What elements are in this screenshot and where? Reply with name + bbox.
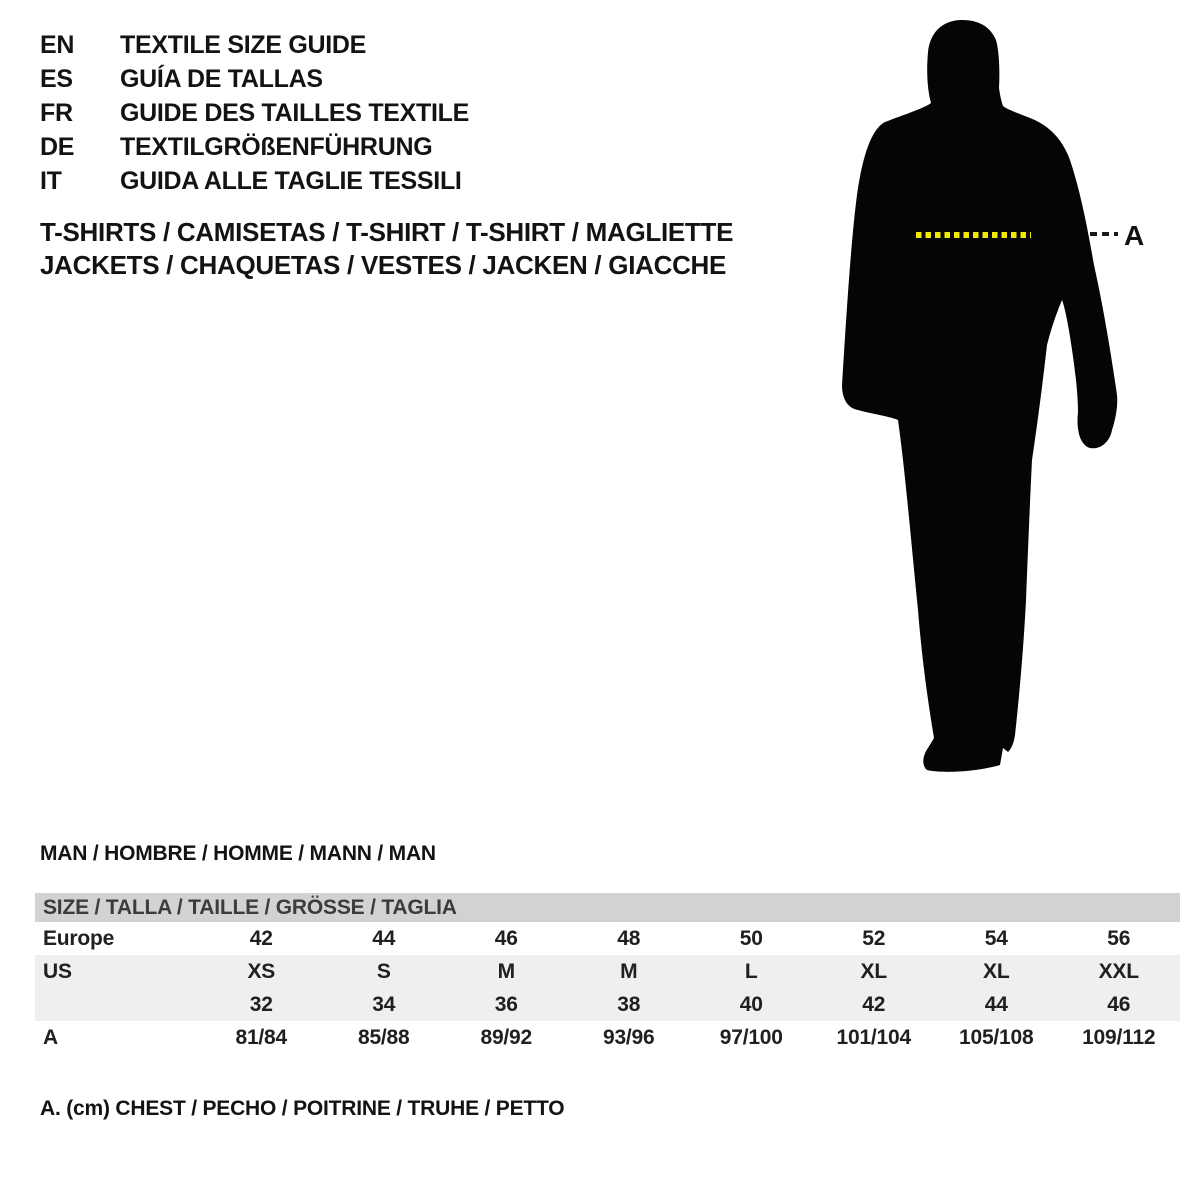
table-row-us: [35, 955, 1180, 988]
row-label: Europe: [43, 926, 115, 950]
language-title-list: [40, 28, 469, 198]
table-cell: 50: [739, 926, 763, 950]
man-silhouette-icon: [842, 20, 1117, 772]
language-row: [40, 28, 469, 62]
table-cell: M: [620, 959, 638, 983]
table-cell: 36: [494, 992, 518, 1016]
table-row-chest: [35, 1021, 1180, 1054]
table-cell: 97/100: [719, 1025, 783, 1049]
row-label: US: [43, 959, 72, 983]
table-cell: 109/112: [1082, 1025, 1156, 1049]
language-code: EN: [40, 30, 75, 59]
chest-marker-label: A: [1124, 220, 1145, 251]
table-cell: S: [376, 959, 391, 983]
table-cell: 93/96: [602, 1025, 655, 1049]
language-row: [40, 62, 469, 96]
table-cell: 42: [862, 992, 886, 1016]
table-cell: L: [744, 959, 758, 983]
table-cell: 38: [617, 992, 641, 1016]
table-cell: 52: [862, 926, 886, 950]
man-silhouette-svg: [820, 0, 1200, 800]
table-cell: XL: [983, 959, 1010, 983]
language-code: FR: [40, 98, 73, 127]
table-cell: 54: [984, 926, 1008, 950]
garment-category: JACKETS / CHAQUETAS / VESTES / JACKEN / GIACCHE: [40, 250, 727, 280]
table-cell: 85/88: [357, 1025, 410, 1049]
row-label: A: [43, 1025, 58, 1049]
language-code: ES: [40, 64, 73, 93]
table-cell: 32: [249, 992, 273, 1016]
garment-category: T-SHIRTS / CAMISETAS / T-SHIRT / T-SHIRT / MAGLIETTE: [40, 217, 734, 247]
table-cell: 89/92: [480, 1025, 533, 1049]
table-cell: XS: [247, 959, 276, 983]
table-cell: 34: [372, 992, 396, 1016]
table-cell: 101/104: [836, 1025, 911, 1049]
table-row-numeric: [35, 988, 1180, 1021]
language-row: [40, 164, 469, 198]
table-cell: 105/108: [958, 1025, 1034, 1049]
man-silhouette-figure: [820, 0, 1200, 800]
table-cell: 42: [249, 926, 273, 950]
table-cell: 44: [984, 992, 1008, 1016]
table-cell: XL: [860, 959, 887, 983]
language-title: GUIDA ALLE TAGLIE TESSILI: [120, 166, 462, 195]
language-row: [40, 130, 469, 164]
table-cell: 56: [1107, 926, 1131, 950]
garment-category-list: [40, 216, 733, 282]
table-cell: 40: [739, 992, 763, 1016]
size-table-header: SIZE / TALLA / TAILLE / GRÖSSE / TAGLIA: [35, 893, 1180, 922]
language-row: [40, 96, 469, 130]
language-title: GUÍA DE TALLAS: [120, 64, 323, 93]
table-cell: 46: [494, 926, 518, 950]
language-title: GUIDE DES TAILLES TEXTILE: [120, 98, 470, 127]
language-title: TEXTILGRÖßENFÜHRUNG: [120, 132, 433, 161]
table-row-europe: [35, 922, 1180, 955]
table-cell: 44: [372, 926, 396, 950]
table-cell: M: [497, 959, 515, 983]
table-cell: XXL: [1098, 959, 1139, 983]
table-cell: 81/84: [235, 1025, 288, 1049]
size-table: [35, 893, 1180, 1054]
measurement-legend: A. (cm) CHEST / PECHO / POITRINE / TRUHE / PETTO: [40, 1097, 565, 1120]
table-cell: 46: [1107, 992, 1131, 1016]
section-title-man: MAN / HOMBRE / HOMME / MANN / MAN: [40, 842, 436, 865]
language-title: TEXTILE SIZE GUIDE: [120, 30, 367, 59]
language-code: DE: [40, 132, 75, 161]
table-cell: 48: [617, 926, 641, 950]
language-code: IT: [40, 166, 62, 195]
